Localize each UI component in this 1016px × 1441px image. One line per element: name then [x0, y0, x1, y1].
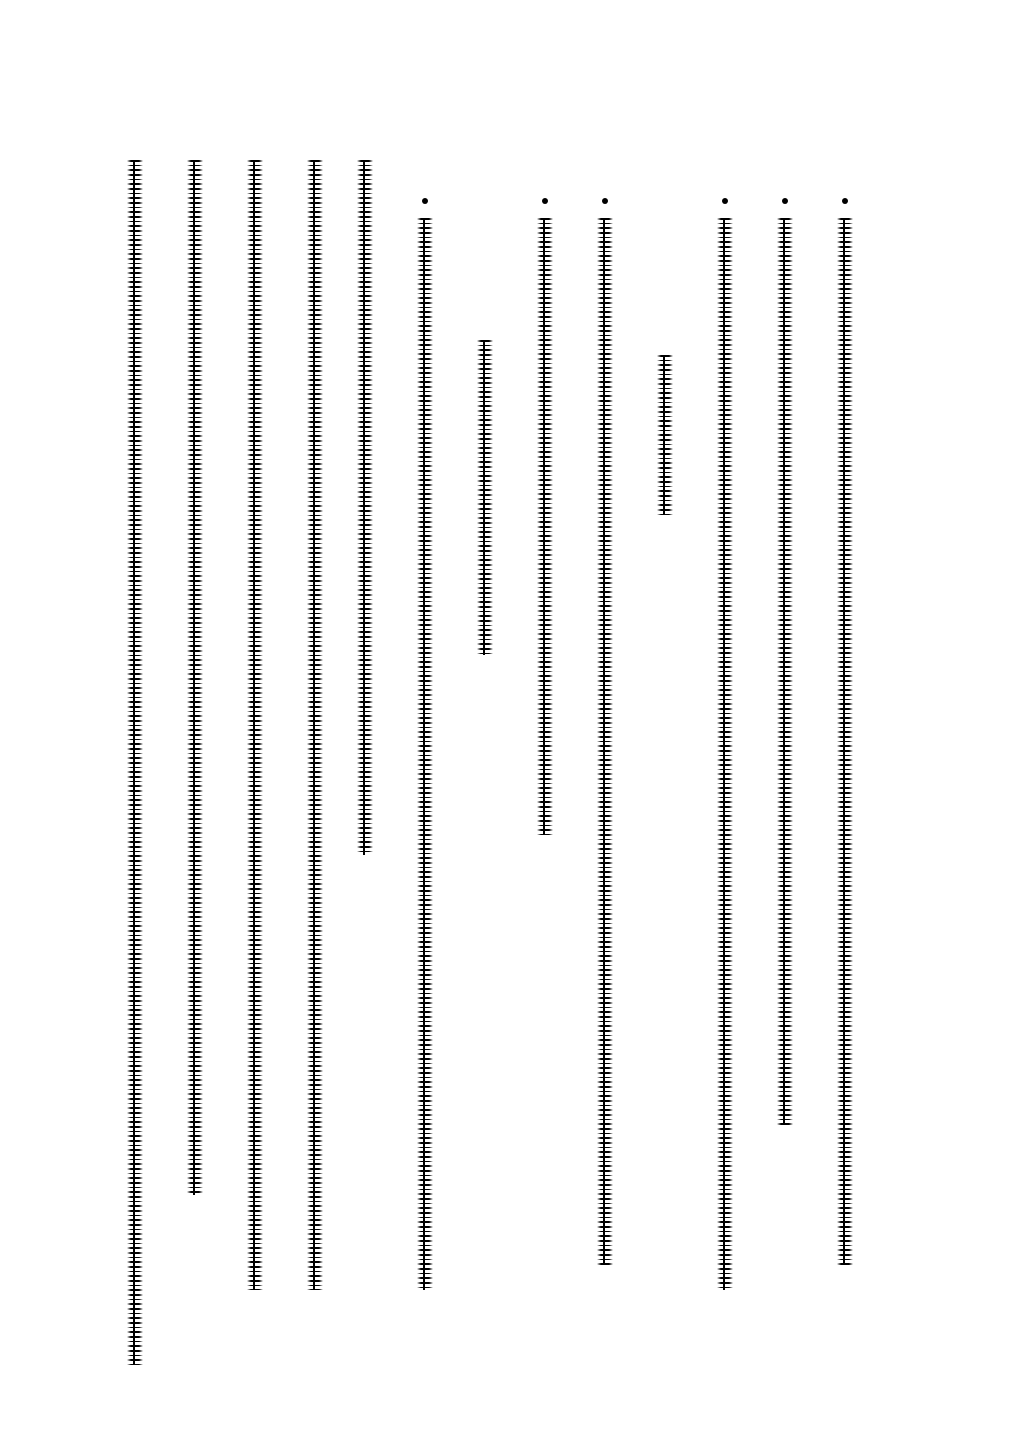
text-column [714, 0, 736, 1441]
text-column [304, 0, 326, 1441]
mongolian-script-line [597, 218, 613, 1265]
text-column [244, 0, 266, 1441]
text-column [474, 0, 496, 1441]
text-column [534, 0, 556, 1441]
mongolian-script-line [127, 160, 143, 1365]
bullet-point [782, 198, 788, 204]
mongolian-script-line [837, 218, 853, 1265]
text-column [124, 0, 146, 1441]
bullet-point [422, 198, 428, 204]
mongolian-script-line [777, 218, 793, 1125]
text-column [354, 0, 376, 1441]
bullet-point [722, 198, 728, 204]
text-column [594, 0, 616, 1441]
mongolian-script-line [717, 218, 733, 1290]
mongolian-script-line [307, 160, 323, 1290]
text-column [834, 0, 856, 1441]
mongolian-script-line [187, 160, 203, 1195]
bullet-point [602, 198, 608, 204]
text-column [414, 0, 436, 1441]
text-column [184, 0, 206, 1441]
mongolian-script-line [477, 340, 493, 655]
mongolian-script-line [417, 218, 433, 1290]
mongolian-script-line [537, 218, 553, 835]
text-column [654, 0, 676, 1441]
bullet-point [842, 198, 848, 204]
bullet-point [542, 198, 548, 204]
mongolian-script-line [357, 160, 373, 855]
mongolian-script-line [247, 160, 263, 1290]
mongolian-script-line [657, 355, 673, 515]
text-column [774, 0, 796, 1441]
